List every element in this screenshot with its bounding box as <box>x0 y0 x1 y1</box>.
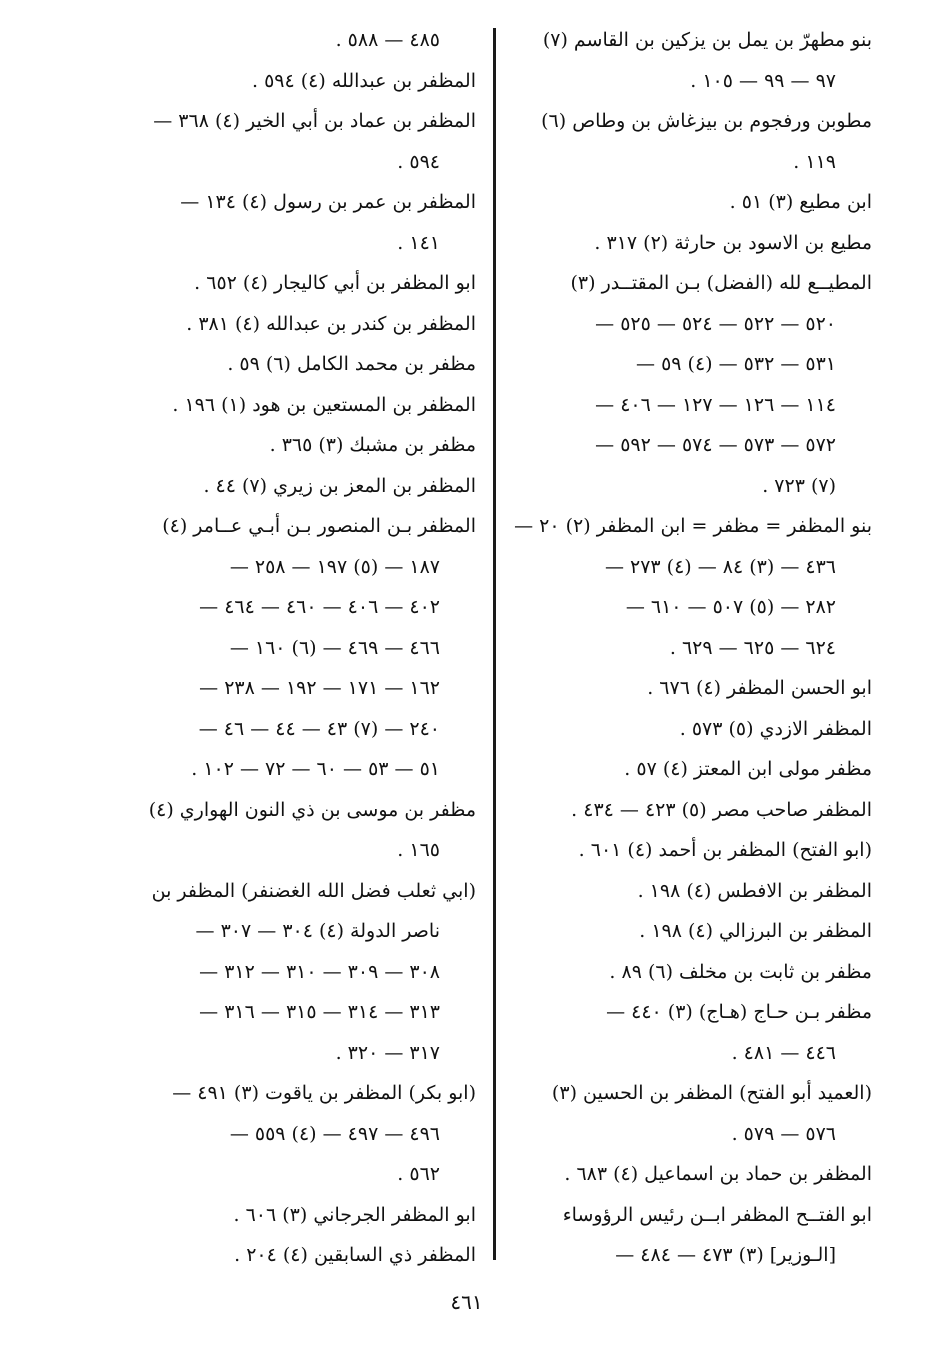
index-entry-continuation: ٣١٣ — ٣١٤ — ٣١٥ — ٣١٦ — <box>199 1001 440 1023</box>
index-entry: مطوبن ورفجوم بن بيزغاش بن وطاص (٦) <box>541 110 872 132</box>
index-entry: المظفر بن المستعين بن هود (١) ١٩٦ . <box>172 393 476 416</box>
index-entry: المظفر بن البرزالي (٤) ١٩٨ . <box>639 920 872 942</box>
index-entry: بنو مطهرّ بن يمل بن يزكين بن القاسم (٧) <box>542 29 872 51</box>
index-entry-continuation: ٤٤٦ — ٤٨١ . <box>731 1041 836 1064</box>
index-entry-continuation: ٤٣٦ — (٣) ٨٤ — (٤) ٢٧٣ — <box>604 555 836 578</box>
index-entry-continuation: ٥٣١ — ٥٣٢ — (٤) ٥٩ — <box>636 353 836 375</box>
index-entry: (ابو بكر) المظفر بن ياقوت (٣) ٤٩١ — <box>172 1082 476 1104</box>
index-entry: المظفر بن المعز بن زيري (٧) ٤٤ . <box>203 474 476 497</box>
index-entry: مظفر مولى ابن المعتز (٤) ٥٧ . <box>624 758 872 780</box>
index-entry: مظفر بن محمد الكامل (٦) ٥٩ . <box>227 353 476 375</box>
index-entry-continuation: ٥١ — ٥٣ — ٦٠ — ٧٢ — ١٠٢ . <box>191 758 440 780</box>
index-entry-continuation: ١٨٧ — (٥) ١٩٧ — ٢٥٨ — <box>229 555 440 578</box>
index-entry: (العميد أبو الفتح) المظفر بن الحسين (٣) <box>551 1082 872 1104</box>
index-entry: ابو الفتــح المظفر ابــن رئيس الرؤوساء <box>562 1203 872 1226</box>
index-entry-continuation: ٦٢٤ — ٦٢٥ — ٦٢٩ . <box>669 636 836 659</box>
index-entry: ابو المظفر الجرجاني (٣) ٦٠٦ . <box>233 1203 476 1226</box>
index-entry-continuation: (٧) ٧٢٣ . <box>762 474 836 497</box>
index-entry-continuation: ٢٤٠ — (٧) ٤٣ — ٤٤ — ٤٦ — <box>198 717 440 740</box>
index-entry-continuation: ٤٨٥ — ٥٨٨ . <box>335 29 440 51</box>
index-entry: ابو المظفر بن أبي كاليجار (٤) ٦٥٢ . <box>194 272 476 294</box>
index-entry-continuation: ٤٠٢ — ٤٠٦ — ٤٦٠ — ٤٦٤ — <box>199 596 440 618</box>
index-entry-continuation: ٣٠٨ — ٣٠٩ — ٣١٠ — ٣١٢ — <box>199 960 440 983</box>
index-entry-continuation: ٥٦٢ . <box>397 1163 440 1185</box>
index-entry: مظفر بـن حـاج (هـاج) (٣) ٤٤٠ — <box>606 1001 872 1023</box>
index-entry-continuation: ٥٧٢ — ٥٧٣ — ٥٧٤ — ٥٩٢ — <box>595 434 836 456</box>
column-divider <box>493 28 496 1260</box>
index-entry: مظفر بن مشبك (٣) ٣٦٥ . <box>269 434 476 456</box>
index-entry-continuation: ٥٢٠ — ٥٢٢ — ٥٢٤ — ٥٢٥ — <box>595 312 836 335</box>
index-entry-continuation: ٣١٧ — ٣٢٠ . <box>335 1041 440 1064</box>
right-column <box>514 20 872 1276</box>
index-entry-continuation: ٥٧٦ — ٥٧٩ . <box>731 1122 836 1145</box>
index-entry-continuation: ١٦٥ . <box>397 839 440 861</box>
index-entry-continuation: ١١٩ . <box>793 150 836 173</box>
index-entry: المظفر الازدي (٥) ٥٧٣ . <box>679 717 872 740</box>
left-column <box>124 20 476 1276</box>
index-entry-continuation: ١١٤ — ١٢٦ — ١٢٧ — ٤٠٦ — <box>595 393 836 416</box>
index-entry: المظفر صاحب مصر (٥) ٤٢٣ — ٤٣٤ . <box>571 798 872 821</box>
index-entry: المظفر بن حماد بن اسماعيل (٤) ٦٨٣ . <box>564 1163 872 1185</box>
index-entry-continuation: [الـوزير] (٣) ٤٧٣ — ٤٨٤ — <box>615 1244 836 1266</box>
index-entry: بنو المظفر = مظفر = ابن المظفر (٢) ٢٠ — <box>514 515 872 537</box>
index-entry: المظفر بن عمر بن رسول (٤) ١٣٤ — <box>180 191 476 213</box>
page-number: ٤٦١ <box>450 1290 483 1314</box>
index-entry-continuation: ناصر الدولة (٤) ٣٠٤ — ٣٠٧ — <box>195 920 440 942</box>
index-entry-continuation: ١٦٢ — ١٧١ — ١٩٢ — ٢٣٨ — <box>199 677 440 699</box>
index-entry: المظفر بن كندر بن عبدالله (٤) ٣٨١ . <box>186 312 476 335</box>
index-entry: ابو الحسن المظفر (٤) ٦٧٦ . <box>647 677 872 699</box>
index-entry: ابن مطيع (٣) ٥١ . <box>729 191 872 213</box>
index-entry-continuation: ٥٩٤ . <box>397 150 440 173</box>
index-entry: المظفر بـن المنصور بـن أبـي عــامر (٤) <box>162 515 476 537</box>
index-entry: المظفر بن عماد بن أبي الخير (٤) ٣٦٨ — <box>153 110 476 132</box>
index-entry: مطيع بن الاسود بن حارثة (٢) ٣١٧ . <box>594 231 872 254</box>
index-entry: المظفر ذي السابقين (٤) ٢٠٤ . <box>234 1244 476 1266</box>
index-entry-continuation: ٩٧ — ٩٩ — ١٠٥ . <box>690 69 836 92</box>
index-entry: المطيــع لله (الفضل) بـن المقتــدر (٣) <box>570 272 872 294</box>
index-entry: (ابي ثعلب فضل الله الغضنفر) المظفر بن <box>151 879 476 902</box>
index-entry-continuation: ٢٨٢ — (٥) ٥٠٧ — ٦١٠ — <box>625 596 836 618</box>
index-entry: المظفر بن الافطس (٤) ١٩٨ . <box>637 879 872 902</box>
index-entry-continuation: ١٤١ . <box>397 231 440 254</box>
index-entry: المظفر بن عبدالله (٤) ٥٩٤ . <box>252 69 476 92</box>
index-entry: مظفر بن موسى بن ذي النون الهواري (٤) <box>148 798 476 821</box>
index-entry-continuation: ٤٩٦ — ٤٩٧ — (٤) ٥٥٩ — <box>229 1122 440 1145</box>
index-entry: (ابو الفتح) المظفر بن أحمد (٤) ٦٠١ . <box>578 839 872 861</box>
index-entry-continuation: ٤٦٦ — ٤٦٩ — (٦) ١٦٠ — <box>229 636 440 659</box>
index-entry: مظفر بن ثابت بن مخلف (٦) ٨٩ . <box>609 960 872 983</box>
